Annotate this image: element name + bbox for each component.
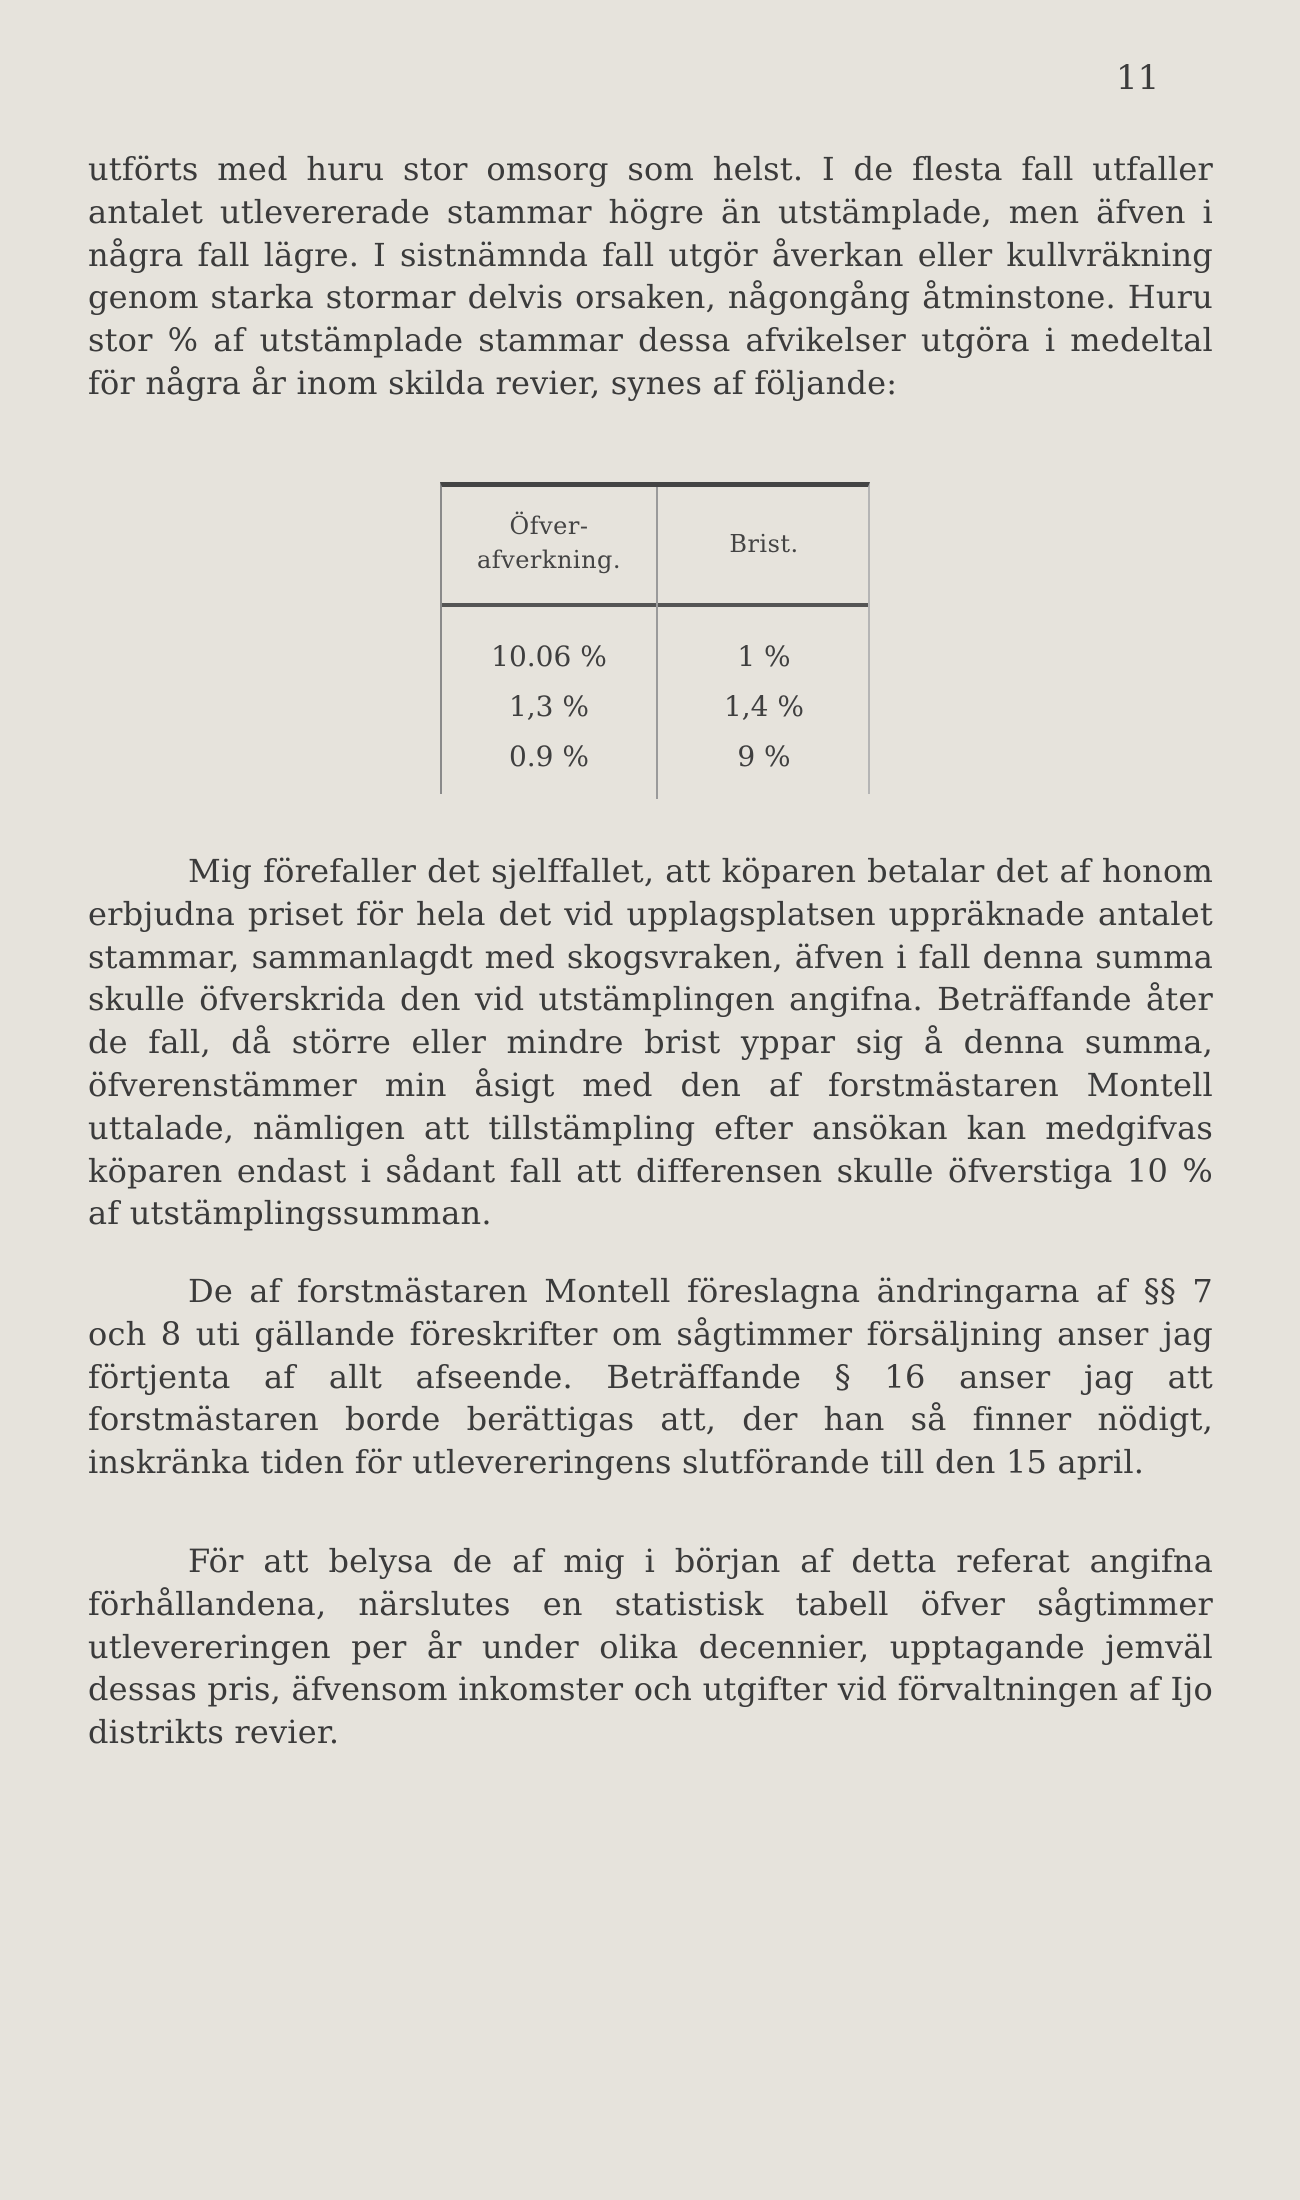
table-header-row [442, 487, 868, 607]
table-cell: 10.06 % [491, 640, 607, 673]
statistics-table [440, 482, 870, 794]
page-number: 11 [1116, 58, 1160, 98]
table-cell: 1,4 % [723, 690, 805, 723]
header-shortage: Brist. [729, 530, 799, 558]
table-cell: 9 % [737, 740, 791, 773]
table-cell: 1,3 % [508, 690, 590, 723]
paragraph-2: Mig förefaller det sjelffallet, att köparen betalar det af honom erbjudna priset för hela det vid upplagsplatsen uppräknade antalet stammar, sammanlagdt med skogsvraken, äfven i fall denna summa skulle öfverskrida den vid utstämplingen angifna. Beträffande åter de fall, då större eller mindre brist yppar sig å denna summa, öfverenstämmer min åsigt med den af forstmästaren Montell uttalade, nämligen att tillstämpling efter ansökan kan medgifvas köparen endast i sådant fall att differensen skulle öfverstiga 10 % af utstämplingssumman. [88, 852, 1213, 1233]
header-overcutting: Öfver- afverkning. [476, 512, 622, 574]
paragraph-4: För att belysa de af mig i början af detta referat angifna förhållandena, närslutes en statistisk tabell öfver sågtimmer utlevereringen per år under olika decennier, upptagande jemväl dessas pris, äfvensom inkomster och utgifter vid förvaltningen af Ijo distrikts revier. [88, 1542, 1213, 1752]
table-cell: 0.9 % [508, 740, 590, 773]
table-cell: 1 % [737, 640, 791, 673]
paragraph-3: De af forstmästaren Montell föreslagna ändringarna af §§ 7 och 8 uti gällande föreskrifter om sågtimmer försäljning anser jag förtjenta af allt afseende. Beträffande § 16 anser jag att forstmästaren borde berättigas att, der han så finner nödigt, inskränka tiden för utlevereringens slutförande till den 15 april. [88, 1272, 1213, 1482]
paragraph-1: utförts med huru stor omsorg som helst. I de flesta fall utfaller antalet utlevererade stammar högre än utstämplade, men äfven i några fall lägre. I sistnämnda fall utgör åverkan eller kullvräkning genom starka stormar delvis orsaken, någongång åtminstone. Huru stor % af utstämplade stammar dessa afvikelser utgöra i medeltal för några år inom skilda revier, synes af följande: [88, 150, 1213, 402]
